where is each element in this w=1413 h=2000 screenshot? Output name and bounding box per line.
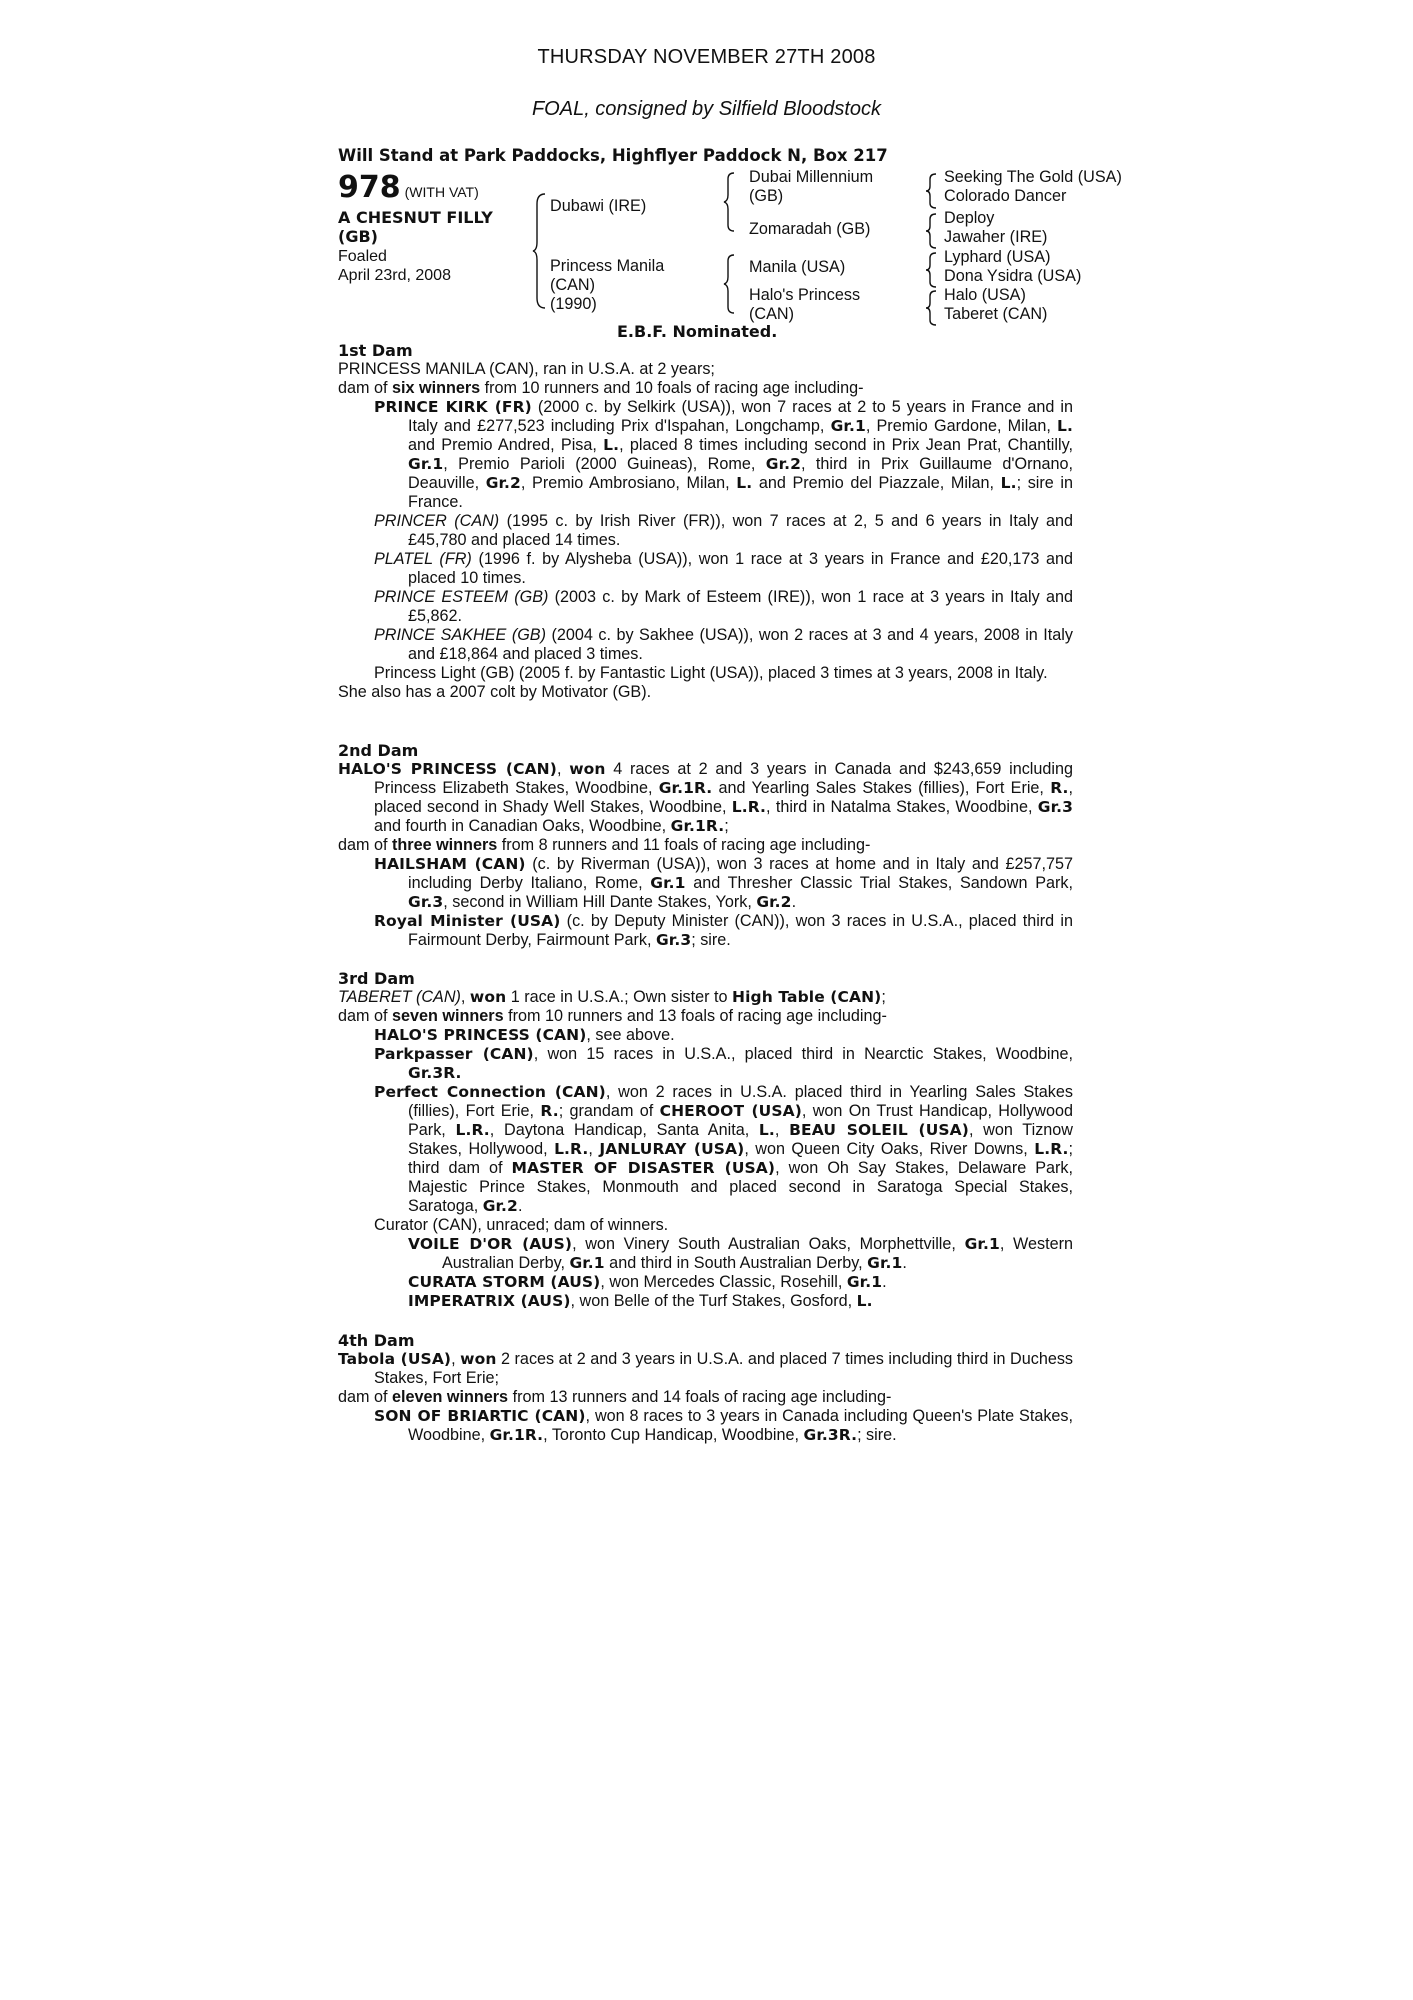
pedigree-g7: Halo (USA) [944,286,1026,304]
first-dam-produce-summary: dam of six winners from 10 runners and 10 foals of racing age including- [338,379,864,397]
horse-name: A CHESNUT FILLY [338,208,493,227]
second-dam-section [338,741,1073,950]
sale-date: THURSDAY NOVEMBER 27TH 2008 [537,46,876,68]
produce-prince-kirk: PRINCE KIRK (FR) (2000 c. by Selkirk (USA)), won 7 races at 2 to 5 years in France and in Italy and £277,523 including Prix d'Ispahan, Longchamp, Gr.1, Premio Gardone, Milan, L. and Premio Andred, Pisa, L., placed 8 times including second in Prix Jean Prat, Chantilly, Gr.1, Premio Parioli (2000 Guineas), Rome, Gr.2, third in Prix Guillaume d'Ornano, Deauville, Gr.2, Premio Ambrosiano, Milan, L. and Premio del Piazzale, Milan, L.; sire in France. [374,398,1073,511]
produce-princer: PRINCER (CAN) (1995 c. by Irish River (FR)), won 7 races at 2, 5 and 6 years in Italy and £45,780 and placed 14 times. [374,512,1073,549]
foaled-label: Foaled [338,248,387,265]
lot-number: 978 [338,170,401,205]
pedigree-bracket-6 [926,251,938,289]
pedigree-bracket-7 [926,289,938,327]
pedigree-dam-sire: Manila (USA) [749,258,846,276]
pedigree-bracket-2 [724,171,736,233]
horse-country: (GB) [338,227,378,246]
pedigree-dam-dam-country: (CAN) [749,305,794,323]
pedigree-dam [550,257,664,314]
ebf-nomination: E.B.F. Nominated. [617,322,778,341]
first-dam-intro: PRINCESS MANILA (CAN), ran in U.S.A. at 2 years; [338,360,715,378]
stabling-line: Will Stand at Park Paddocks, Highflyer Paddock N, Box 217 [338,146,888,165]
fourth-dam-produce-summary: dam of eleven winners from 13 runners and 14 foals of racing age including- [338,1388,892,1406]
foaled-date: April 23rd, 2008 [338,267,451,284]
pedigree-g5: Lyphard (USA) [944,248,1051,266]
produce-parkpasser: Parkpasser (CAN), won 15 races in U.S.A., placed third in Nearctic Stakes, Woodbine, Gr.3R. [374,1045,1073,1082]
consignment-line: FOAL, consigned by Silfield Bloodstock [531,98,882,120]
first-dam-section [338,341,1073,702]
grandproduce-voile-dor: VOILE D'OR (AUS), won Vinery South Australian Oaks, Morphettville, Gr.1, Western Australian Derby, Gr.1 and third in South Australian Derby, Gr.1. [408,1235,1073,1272]
produce-prince-esteem: PRINCE ESTEEM (GB) (2003 c. by Mark of Esteem (IRE)), won 1 race at 3 years in Italy and £5,862. [374,588,1073,625]
pedigree-sire-sire-country: (GB) [749,187,784,205]
first-dam-heading: 1st Dam [338,341,413,360]
horse-description [338,208,518,246]
pedigree-bracket-3 [724,253,736,315]
pedigree-dam-year: (1990) [550,295,597,313]
pedigree-bracket-5 [926,212,938,250]
third-dam-record: TABERET (CAN), won 1 race in U.S.A.; Own sister to High Table (CAN); [338,988,886,1006]
produce-perfect-connection: Perfect Connection (CAN), won 2 races in U.S.A. placed third in Yearling Sales Stakes (fillies), Fort Erie, R.; grandam of CHEROOT (USA), won On Trust Handicap, Hollywood Park, L.R., Daytona Handicap, Santa Anita, L., BEAU SOLEIL (USA), won Tiznow Stakes, Hollywood, L.R., JANLURAY (USA), won Queen City Oaks, River Downs, L.R.; third dam of MASTER OF DISASTER (USA), won Oh Say Stakes, Delaware Park, Majestic Prince Stakes, Monmouth and placed second in Saratoga Special Stakes, Saratoga, Gr.2. [374,1083,1074,1215]
third-dam-section [338,969,1073,1311]
pedigree-dam-dam [749,286,860,324]
lot-number-line [338,170,479,205]
pedigree-sire-sire [749,168,873,206]
produce-halos-princess: HALO'S PRINCESS (CAN), see above. [374,1026,675,1044]
pedigree-g4: Jawaher (IRE) [944,228,1048,246]
fourth-dam-record: Tabola (USA), won 2 races at 2 and 3 years in U.S.A. and placed 7 times including third in Duchess Stakes, Fort Erie; [338,1350,1074,1387]
foaled-info [338,247,528,285]
grandproduce-curata-storm: CURATA STORM (AUS), won Mercedes Classic, Rosehill, Gr.1. [408,1273,887,1291]
pedigree-sire-dam: Zomaradah (GB) [749,220,871,238]
pedigree-dam-country: (CAN) [550,276,595,294]
pedigree-dam-name: Princess Manila [550,257,665,275]
pedigree-g3: Deploy [944,209,995,227]
produce-princess-light: Princess Light (GB) (2005 f. by Fantastic Light (USA)), placed 3 times at 3 years, 2008 in Italy. [374,664,1048,682]
produce-curator: Curator (CAN), unraced; dam of winners. [374,1216,669,1234]
pedigree-bracket-1 [533,192,547,310]
pedigree-g2: Colorado Dancer [944,187,1067,205]
produce-prince-sakhee: PRINCE SAKHEE (GB) (2004 c. by Sakhee (USA)), won 2 races at 3 and 4 years, 2008 in Italy and £18,864 and placed 3 times. [374,626,1073,663]
second-dam-record: HALO'S PRINCESS (CAN), won 4 races at 2 and 3 years in Canada and $243,659 including Princess Elizabeth Stakes, Woodbine, Gr.1R. and Yearling Sales Stakes (fillies), Fort Erie, R., placed second in Shady Well Stakes, Woodbine, L.R., third in Natalma Stakes, Woodbine, Gr.3 and fourth in Canadian Oaks, Woodbine, Gr.1R.; [338,760,1073,835]
second-dam-produce-summary: dam of three winners from 8 runners and 11 foals of racing age including- [338,836,871,854]
pedigree-g8: Taberet (CAN) [944,305,1048,323]
first-dam-also: She also has a 2007 colt by Motivator (GB). [338,683,652,701]
fourth-dam-section [338,1331,1073,1445]
pedigree-bracket-4 [926,172,938,210]
pedigree-sire-sire-name: Dubai Millennium [749,168,874,186]
produce-hailsham: HAILSHAM (CAN) (c. by Riverman (USA)), won 3 races at home and in Italy and £257,757 including Derby Italiano, Rome, Gr.1 and Thresher Classic Trial Stakes, Sandown Park, Gr.3, second in William Hill Dante Stakes, York, Gr.2. [374,855,1073,911]
vat-note: (WITH VAT) [404,184,479,200]
produce-son-of-briartic: SON OF BRIARTIC (CAN), won 8 races to 3 years in Canada including Queen's Plate Stakes, Woodbine, Gr.1R., Toronto Cup Handicap, Woodbine, Gr.3R.; sire. [374,1407,1074,1444]
pedigree-dam-dam-name: Halo's Princess [749,286,861,304]
produce-royal-minister: Royal Minister (USA) (c. by Deputy Minister (CAN)), won 3 races in U.S.A., placed third in Fairmount Derby, Fairmount Park, Gr.3; sire. [374,912,1073,949]
grandproduce-imperatrix: IMPERATRIX (AUS), won Belle of the Turf Stakes, Gosford, L. [408,1292,873,1310]
second-dam-heading: 2nd Dam [338,741,419,760]
pedigree-sire: Dubawi (IRE) [550,197,647,215]
third-dam-heading: 3rd Dam [338,969,415,988]
pedigree-g6: Dona Ysidra (USA) [944,267,1082,285]
pedigree-g1: Seeking The Gold (USA) [944,168,1122,186]
produce-platel: PLATEL (FR) (1996 f. by Alysheba (USA)), won 1 race at 3 years in France and £20,173 and placed 10 times. [374,550,1073,587]
third-dam-produce-summary: dam of seven winners from 10 runners and 13 foals of racing age including- [338,1007,887,1025]
fourth-dam-heading: 4th Dam [338,1331,415,1350]
